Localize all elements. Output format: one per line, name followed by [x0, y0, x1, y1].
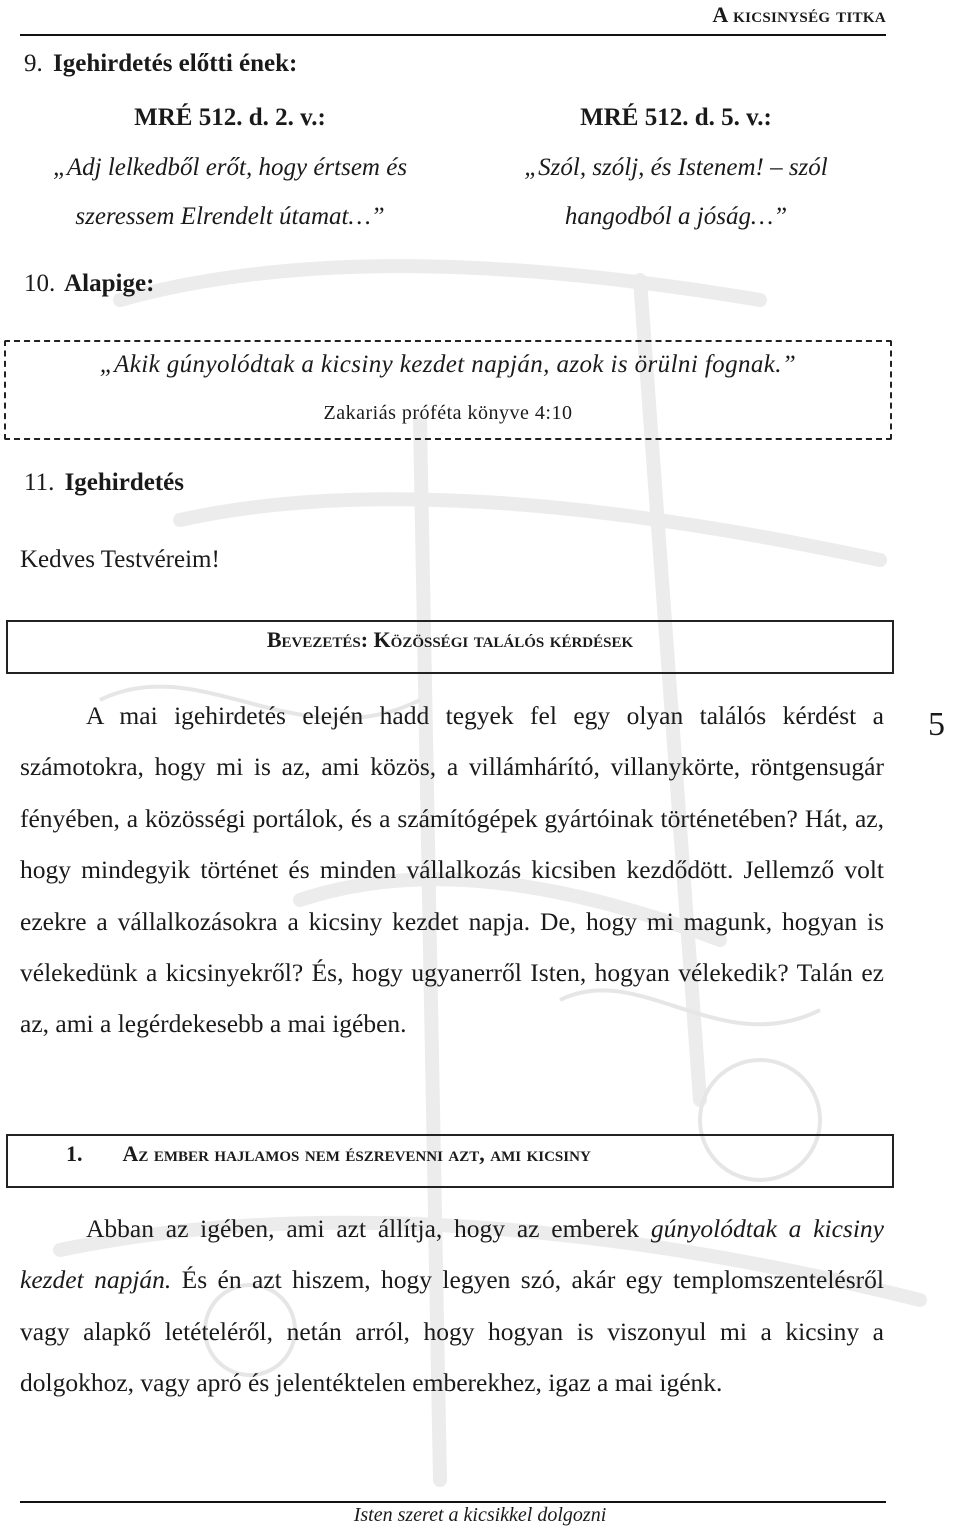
base-verse-reference: Zakariás próféta könyve 4:10: [323, 402, 573, 424]
section-11-title: Igehirdetés: [64, 469, 184, 496]
point-1-text-part-1: Abban az igében, ami azt állítja, hogy az emberek: [86, 1214, 651, 1243]
hymn-right-line-1: „Szól, szólj, és Istenem! – szól: [524, 154, 828, 181]
base-verse-text: „Akik gúnyolódtak a kicsiny kezdet napján, azok is örülni fognak.”: [99, 351, 797, 378]
point-1-text-emphasis: gúnyolódtak a kicsiny kezdet napján.: [20, 1214, 884, 1295]
running-header-title: A kicsinység titka: [712, 2, 886, 27]
hymn-left-line-1: „Adj lelkedből erőt, hogy értsem és: [52, 154, 408, 181]
intro-heading: Bevezetés: Közösségi találós kérdések: [266, 627, 634, 652]
hymn-right-ref: MRÉ 512. d. 5. v.:: [580, 104, 772, 131]
point-1-title: Az ember hajlamos nem észrevenni azt, ami kicsiny: [122, 1141, 591, 1166]
greeting: Kedves Testvéreim!: [20, 546, 220, 573]
hymn-left-text: [20, 143, 440, 241]
running-footer: Isten szeret a kicsikkel dolgozni: [353, 1504, 607, 1526]
section-9-heading: [24, 50, 297, 78]
section-10-number: 10.: [24, 270, 56, 297]
header-rule: [20, 34, 886, 36]
intro-heading-box: [6, 620, 894, 674]
point-1-text-part-2: És én azt hiszem, hogy legyen szó, akár egy templomszentelésről vagy alapkő letételéről, netán arról, hogy hogyan is viszonyul mi a kicsiny a dolgokhoz, vagy apró és jelentéktelen emberekhez, igaz a mai igénk.: [20, 1265, 884, 1398]
section-9-number: 9.: [24, 50, 43, 77]
intro-paragraph-text: A mai igehirdetés elején hadd tegyek fel egy olyan találós kérdést a számotokra, hogy mi is az, ami közös, a villámhárító, villanykörte, röntgensugár fényében, a közösségi portálok, és a számítógépek gyártóinak történetében? Hát, az, hogy mindegyik történet és minden vállalkozás kicsiben kezdődött. Jellemző volt ezekre a vállalkozásokra a kicsiny kezdet napja. De, hogy mi magunk, hogyan is vélekedünk a kicsinyekről? És, hogy ugyanerről Isten, hogyan vélekedik? Talán ez az, ami a legérdekesebb a mai igében.: [20, 701, 884, 1039]
page-number: 5: [928, 706, 945, 743]
hymn-left-ref: MRÉ 512. d. 2. v.:: [134, 104, 326, 131]
intro-paragraph: [20, 690, 884, 1050]
section-9-title: Igehirdetés előtti ének:: [53, 50, 298, 77]
section-10-title: Alapige:: [64, 270, 155, 297]
footer-rule: [20, 1501, 886, 1503]
hymn-right-text: [476, 143, 876, 241]
point-1-number: 1.: [66, 1141, 83, 1166]
section-10-heading: [24, 270, 154, 298]
section-11-number: 11.: [24, 469, 55, 496]
hymn-left-line-2: szeressem Elrendelt útamat…”: [75, 203, 385, 230]
hymn-right-line-2: hangodból a jóság…”: [564, 203, 788, 230]
section-11-heading: [24, 469, 184, 497]
point-1-heading-box: [6, 1134, 894, 1188]
point-1-paragraph: [20, 1203, 884, 1409]
